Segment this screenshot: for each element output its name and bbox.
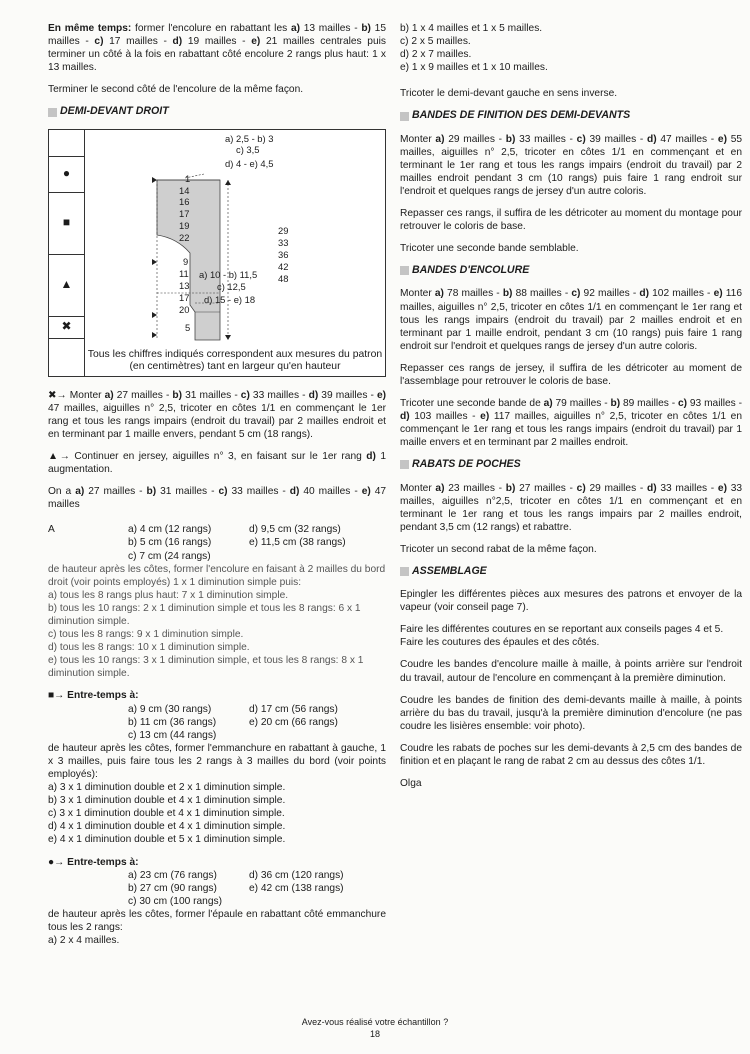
assemblage-2: Faire les différentes coutures en se reportant aux conseils pages 4 et 5.	[400, 624, 724, 636]
circle-symbol-icon: ●	[49, 156, 84, 193]
diagram-left-num: 17	[179, 291, 190, 303]
continue-paragraph: ▲→ Continuer en jersey, aiguilles n° 3, en faisant sur le 1er rang d) 1 augmentation.	[48, 450, 387, 476]
diagram-top-d: d) 4 - e) 4,5	[225, 157, 274, 169]
left-column	[48, 22, 386, 947]
diagram-left-num: 22	[179, 231, 190, 243]
page-number: 18	[369, 1029, 380, 1039]
diagram-top-a: a) 2,5 - b) 3	[225, 132, 274, 144]
ona-paragraph: On a a) 27 mailles - b) 31 mailles - c) 33 mailles - d) 40 mailles - e) 47 mailles	[48, 486, 387, 511]
diagram-inner-c: c) 12,5	[217, 280, 246, 292]
square-symbol-icon: ■	[49, 192, 84, 255]
section-bandes-encolure: BANDES D'ENCOLURE	[400, 264, 742, 277]
footer-question: Avez-vous réalisé votre échantillon ?	[301, 1017, 449, 1027]
diagram-top-c: c) 3,5	[236, 143, 260, 155]
assemblage-4: Coudre les bandes d'encolure maille à maille, à points arrière sur l'endroit du travail, autour de l'encolure en commençant à la première diminution.	[400, 659, 742, 684]
right-column	[400, 22, 742, 799]
diagram-left-num: 14	[179, 184, 190, 196]
entre-temps-2: ●→ Entre-temps à: a) 23 cm (76 rangs) d) 36 cm (120 rangs) b) 27 cm (90 rangs) e) 42 cm (138 rangs) c) 30 cm (100 rangs) de hauteur après les côtes, former l'épaule en rabattant côté emmanchure tous les 2 rangs: a) 2 x 4 mailles.	[48, 856, 386, 947]
repasser-1: Repasser ces rangs, il suffira de les détricoter au moment du montage pour retrouver le coloris de base.	[400, 208, 742, 233]
assemblage-5: Coudre les bandes de finition des demi-devants maille à maille, à points arrière du bas du travail, jusqu'à la première diminution d'encolure (ne pas coudre les lisières ensemble: voir photo).	[400, 694, 742, 732]
page-footer	[0, 1016, 750, 1040]
diagram-right-num: 36	[278, 248, 289, 260]
seconde-bande-1: Tricoter une seconde bande semblable.	[400, 243, 579, 255]
section-assemblage: ASSEMBLAGE	[400, 565, 742, 578]
triangle-symbol-icon: ▲	[49, 254, 84, 317]
rabats-paragraph: Monter a) 23 mailles - b) 27 mailles - c) 29 mailles - d) 33 mailles - e) 33 mailles, aiguilles n°2,5, tricoter en côtes 1/1 en commençant et en terminant le 1er rang et tous les rangs impairs par 2 mailles endroit, pendant 3,5 cm (12 rangs) et rabattre.	[400, 482, 743, 533]
section-bullet-icon	[400, 567, 409, 576]
seconde-bande-2: Tricoter une seconde bande de a) 79 mailles - b) 89 mailles - c) 93 mailles - d) 103 mailles - e) 117 mailles, aiguilles n° 2,5, tricoter en côtes 1/1 en commençant le 1er rang et tous les rangs impairs (endroit du travail) par 1 maille envers et en terminant par 2 mailles endroit.	[400, 398, 743, 449]
diagram-right-num: 42	[278, 260, 289, 272]
inverse-text: Tricoter le demi-devant gauche en sens inverse.	[400, 88, 618, 100]
diagram-left-num: 1	[185, 172, 191, 184]
montez-paragraph: ✖→ Monter a) 27 mailles - b) 31 mailles - c) 33 mailles - d) 39 mailles - e) 47 mailles, aiguilles n° 2,5, tricoter en côtes 1/1 en commençant le 1er rang et tous les rangs impairs (endroit du travail) par 2 mailles endroit et en terminant par 1 maille envers, pendant 5 cm (18 rangs).	[48, 389, 387, 440]
diagram-right-num: 48	[278, 272, 289, 284]
pattern-diagram	[48, 129, 386, 377]
diagram-left-num: 17	[179, 207, 190, 219]
continued-lines: b) 1 x 4 mailles et 1 x 5 mailles. c) 2 x 5 mailles. d) 2 x 7 mailles. e) 1 x 9 mailles et 1 x 10 mailles.	[400, 23, 548, 74]
diagram-inner-a: a) 10 - b) 11,5	[199, 268, 258, 280]
diagram-right-num: 29	[278, 224, 289, 236]
section-bullet-icon	[400, 112, 409, 121]
empty-cell	[49, 130, 84, 157]
assemblage-1: Epingler les différentes pièces aux mesures des patrons et envoyer de la vapeur (voir conseil page 7).	[400, 589, 742, 614]
signature: Olga	[400, 778, 422, 790]
intro-paragraph: En même temps: former l'encolure en rabattant les a) 13 mailles - b) 15 mailles - c) 17 mailles - d) 19 mailles - e) 21 mailles centrales puis terminer un côté à la fois en rabattant côté encolure 2 rangs plus haut: 1 x 13 mailles.	[48, 23, 386, 74]
bandes-encolure-paragraph: Monter a) 78 mailles - b) 88 mailles - c) 92 mailles - d) 102 mailles - e) 116 mailles, aiguilles n° 2,5, tricoter en côtes 1/1 en commençant le 1er rang et tous les rangs impairs (endroit du travail) par 2 mailles endroit et en terminant par 1 maille endroit, pendant 3 cm (10 rangs) puis faire 1 rang endroit sur l'endroit et quelques rangs de jersey d'un autre coloris.	[400, 288, 743, 352]
section-rabats-poches: RABATS DE POCHES	[400, 458, 742, 471]
diagram-left-num: 11	[179, 267, 189, 279]
diagram-left-num: 20	[179, 303, 190, 315]
diagram-caption: Tous les chiffres indiqués correspondent aux mesures du patron (en centimètres) tant en largeur qu'en hauteur	[87, 348, 383, 373]
diagram-bottom-5: 5	[185, 321, 191, 333]
second-rabat: Tricoter un second rabat de la même façon.	[400, 543, 597, 555]
section-demi-devant-droit	[48, 105, 386, 118]
entre-temps-1: ■→ Entre-temps à: a) 9 cm (30 rangs) d) 17 cm (56 rangs) b) 11 cm (36 rangs) e) 20 cm (66 rangs) c) 13 cm (44 rangs) de hauteur après les côtes, former l'emmanchure en rabattant à gauche, 1 x 3 mailles, puis faire tous les 2 rangs à 3 mailles du bord (voir points employés): a) 3 x 1 diminution double et 2 x 1 diminution simple. b) 3 x 1 diminution double et 4 x 1 diminution simple. c) 3 x 1 diminution double et 4 x 1 diminution simple. d) 4 x 1 diminution double et 4 x 1 diminution simple. e) 4 x 1 diminution double et 5 x 1 diminution simple.	[48, 690, 386, 846]
symbol-column	[49, 130, 85, 376]
diagram-left-num: 13	[179, 279, 190, 291]
second-side-text: Terminer le second côté de l'encolure de la même façon.	[48, 84, 304, 96]
section-bullet-icon	[400, 266, 409, 275]
table-a: A a) 4 cm (12 rangs) d) 9,5 cm (32 rangs) b) 5 cm (16 rangs) e) 11,5 cm (38 rangs) c) 7 cm (24 rangs)	[48, 524, 346, 562]
assemblage-6: Coudre les rabats de poches sur les demi-devants à 2,5 cm des bandes de finition et en plaçant le rang de rabat 2 cm au dessus des côtes 1/1.	[400, 742, 742, 768]
assemblage-3: Faire les coutures des épaules et des côtés.	[400, 637, 600, 649]
repasser-2: Repasser ces rangs de jersey, il suffira de les détricoter au moment de l'assemblage pour retrouver le coloris de base.	[400, 362, 742, 387]
diagram-left-num: 9	[183, 255, 189, 267]
section-bullet-icon	[400, 460, 409, 469]
section-bullet-icon	[48, 108, 57, 117]
diagram-left-num: 16	[179, 195, 190, 207]
after-a-text: de hauteur après les côtes, former l'encolure en faisant à 2 mailles du bord droit (voir points employés) 1 x 1 diminution simple puis: a) tous les 8 rangs plus haut: 7 x 1 diminution simple. b) tous les 10 rangs: 2 x 1 diminution simple et tous les 8 rangs: 6 x 1 diminution simple. c) tous les 8 rangs: 9 x 1 diminution simple. d) tous les 8 rangs: 10 x 1 diminution simple. e) tous les 10 rangs: 3 x 1 diminution simple, et tous les 8 rangs: 8 x 1 diminution simple.	[48, 563, 386, 680]
diagram-inner-d: d) 15 - e) 18	[204, 293, 256, 305]
diagram-left-num: 19	[179, 219, 190, 231]
section-title: DEMI-DEVANT DROIT	[60, 105, 169, 118]
section-bandes-finition: BANDES DE FINITION DES DEMI-DEVANTS	[400, 109, 742, 122]
diagram-right-num: 33	[278, 236, 289, 248]
bandes-finition-paragraph: Monter a) 29 mailles - b) 33 mailles - c) 39 mailles - d) 47 mailles - e) 55 mailles, aiguilles n° 2,5, tricoter en côtes 1/1 en commençant et en terminant le 1er rang et tous les rangs impairs (endroit du travail) par 2 mailles endroit pendant 3 cm (10 rangs) puis faire 1 rang endroit sur l'endroit et quelques rangs de jersey d'un autre coloris.	[400, 133, 743, 197]
cross-symbol-icon: ✖	[49, 316, 84, 339]
